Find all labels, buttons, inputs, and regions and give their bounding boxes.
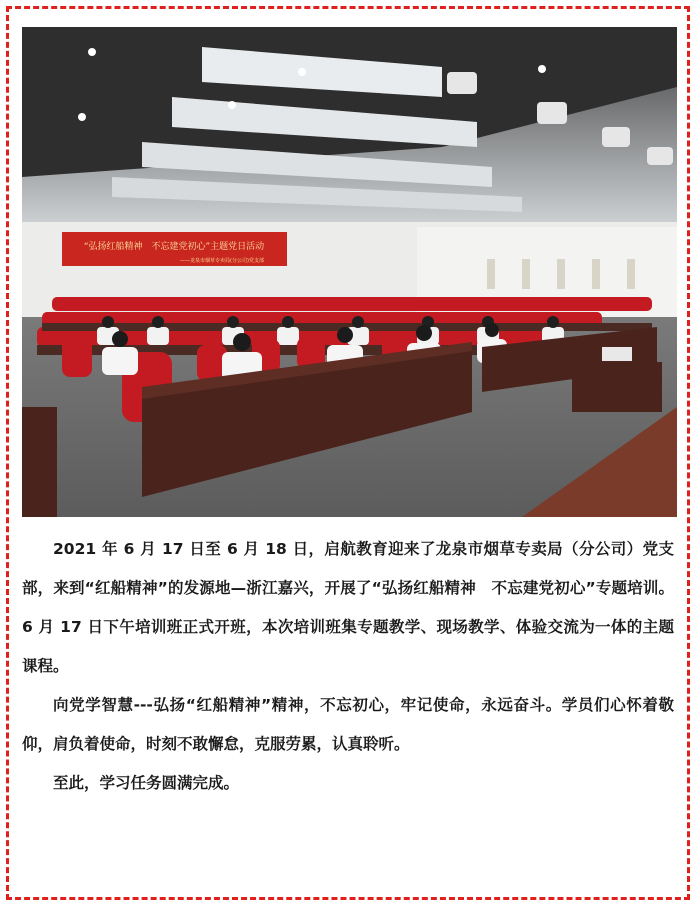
article-paragraph-2: 向党学智慧---弘扬“红船精神”精神，不忘初心，牢记使命，永远奋斗。学员们心怀着敬仰，肩负着使命，时刻不敢懈怠，克服劳累，认真聆听。 (22, 696, 674, 753)
article-paragraph-1: 2021 年 6 月 17 日至 6 月 18 日，启航教育迎来了龙泉市烟草专卖局（分公司）党支部，来到“红船精神”的发源地—浙江嘉兴，开展了“弘扬红船精神 不忘建党初心”专题培训。6 月 17 日下午培训班正式开班，本次培训班集专题教学、现场教学、体验交流为一体的主题课程。 (22, 540, 674, 675)
classroom-photo (22, 27, 677, 517)
article-paragraph-3: 至此，学习任务圆满完成。 (53, 774, 240, 792)
photo-banner-subtext: ——龙泉市烟草专卖局(分公司)党支部 (180, 258, 264, 264)
photo-banner-text: “弘扬红船精神 不忘建党初心”主题党日活动 (83, 242, 265, 252)
article-text (22, 530, 674, 803)
